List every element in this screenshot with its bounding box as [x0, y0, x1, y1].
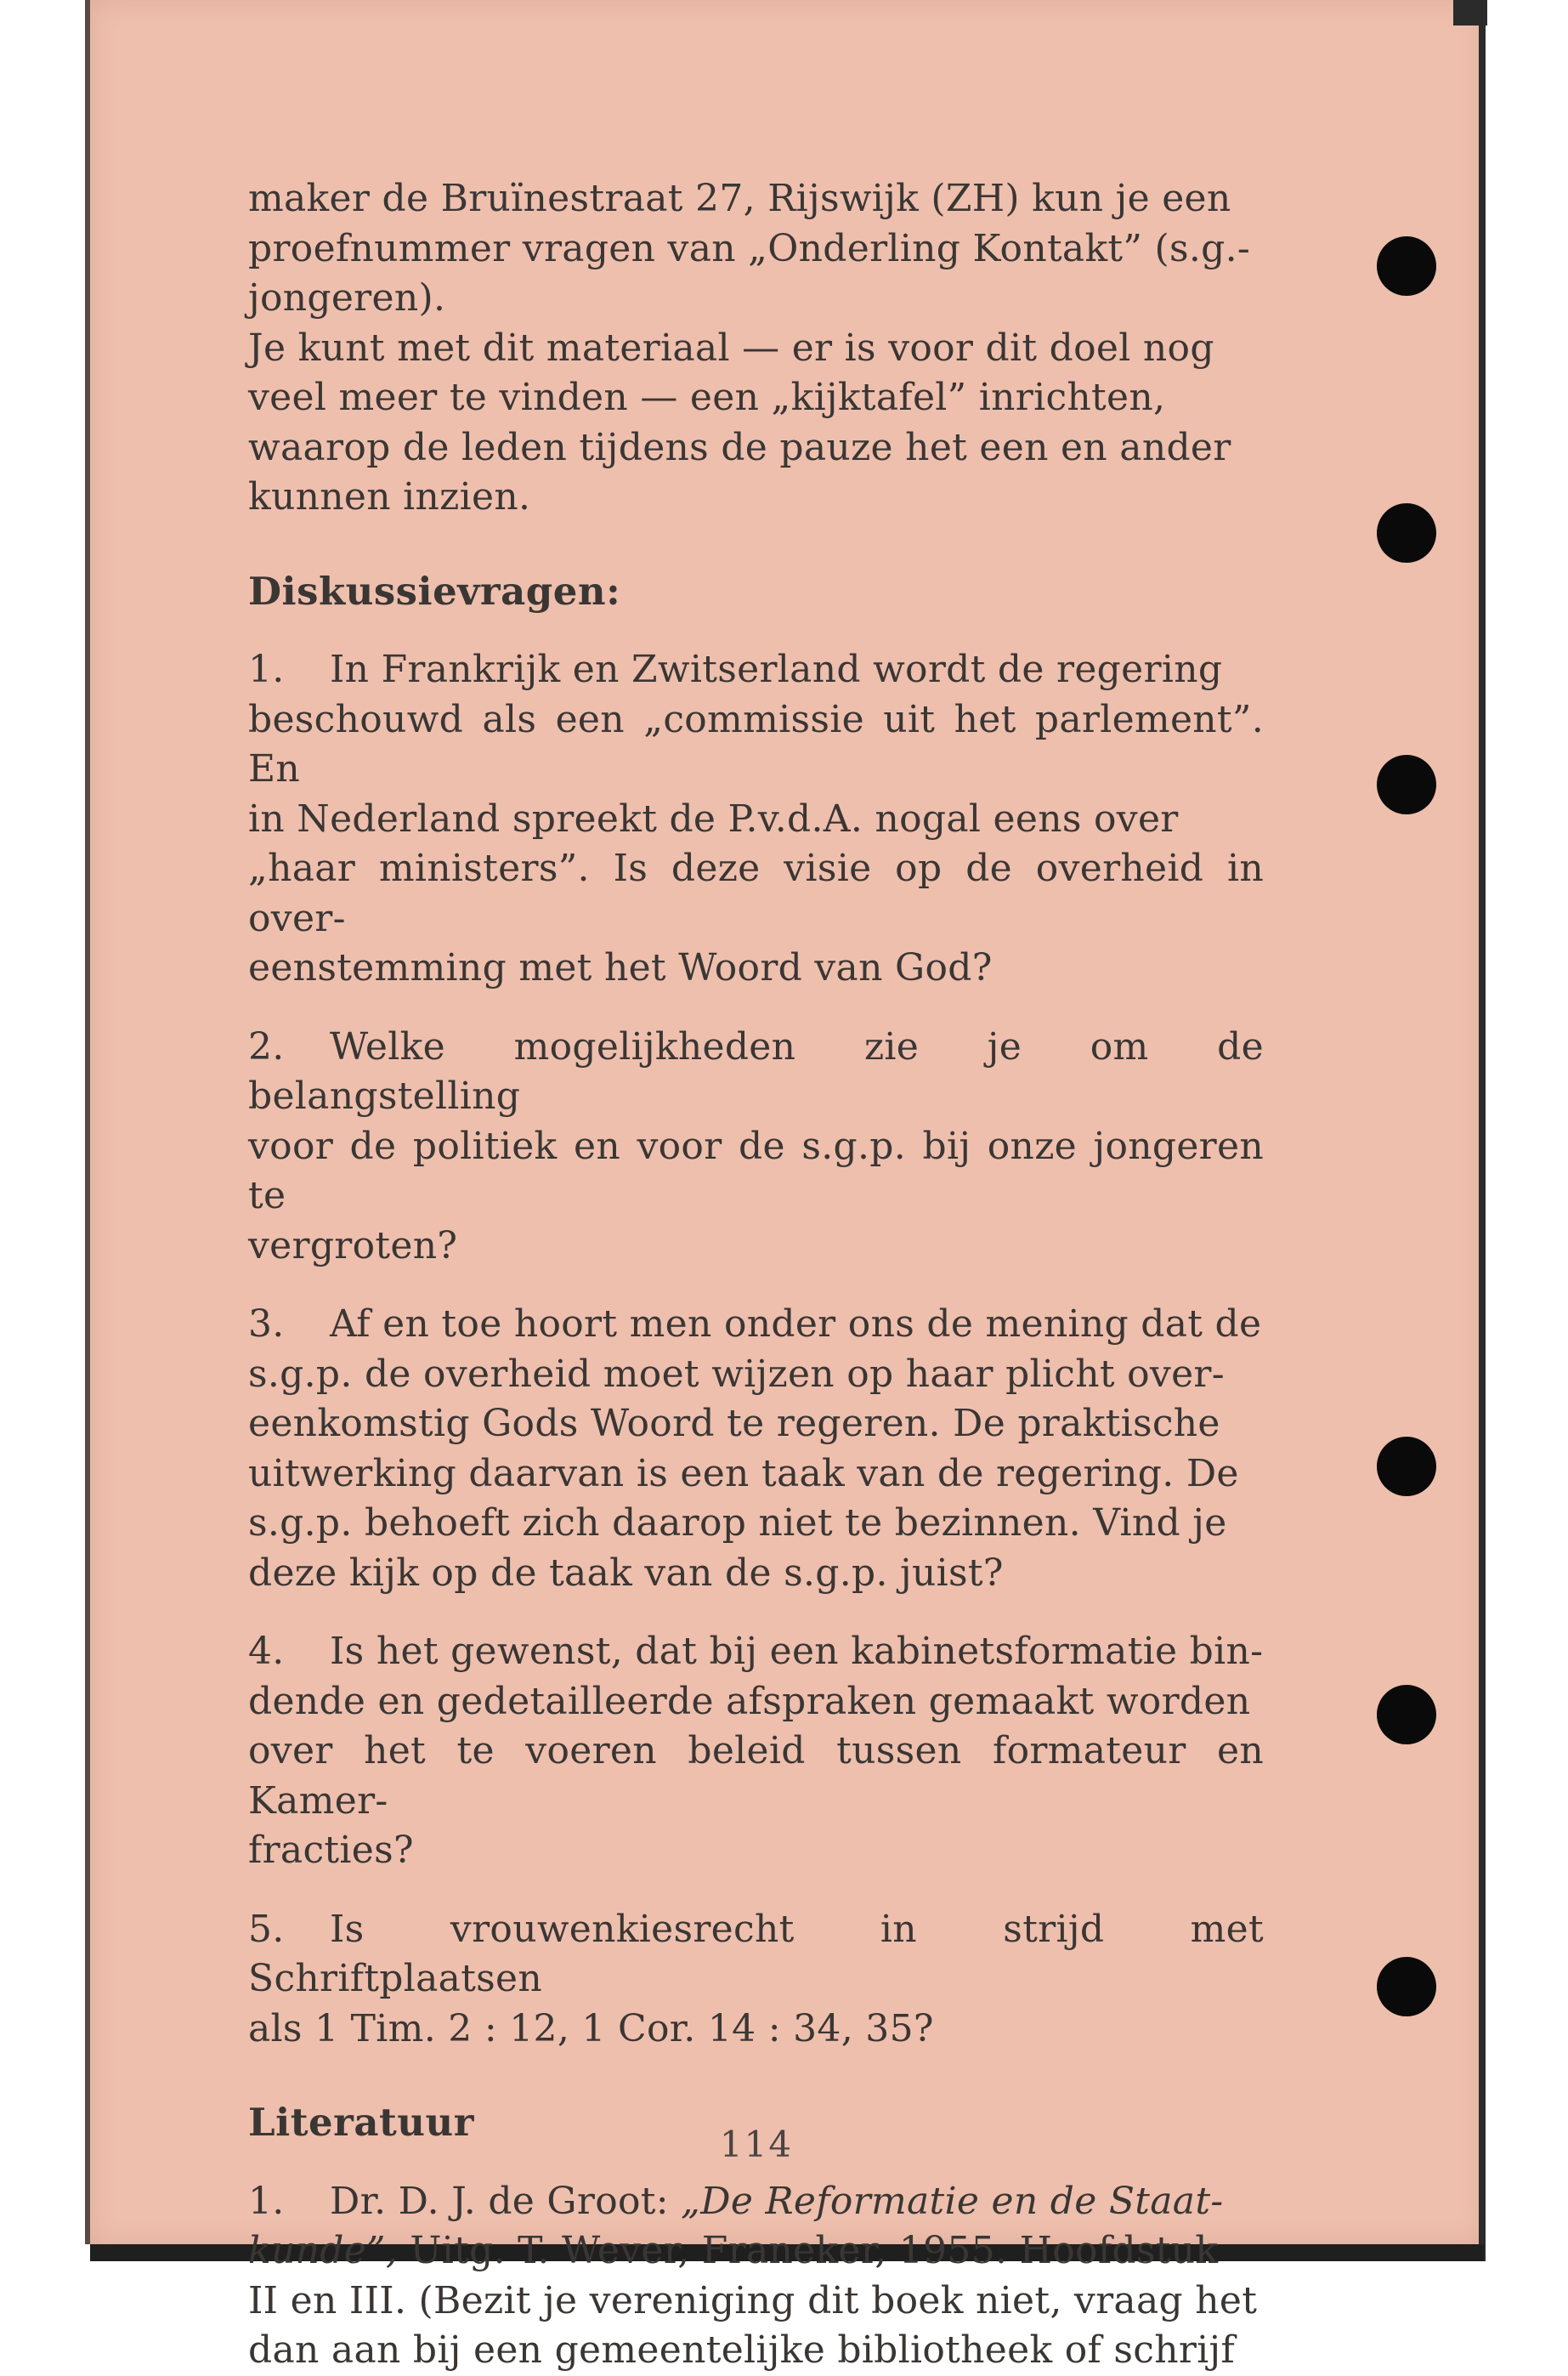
text-line: uitwerking daarvan is een taak van de regering. De: [248, 1451, 1239, 1495]
question-2: [248, 1023, 1264, 1272]
text-line: jongeren).: [248, 276, 446, 320]
literature-title: „De Reformatie en de Staat-: [681, 2179, 1224, 2223]
text-line: waarop de leden tijdens de pauze het een en ander: [248, 425, 1231, 469]
text-line: „haar ministers”. Is deze visie op de overheid in over-: [248, 847, 1264, 940]
text-line: Is het gewenst, dat bij een kabinetsformatie bin-: [330, 1630, 1264, 1673]
text-line: s.g.p. behoeft zich daarop niet te bezinnen. Vind je: [248, 1501, 1227, 1545]
question-number: 5.: [248, 1907, 285, 1951]
literature-number: 1.: [248, 2179, 285, 2223]
text-line: s.g.p. de overheid moet wijzen op haar plicht over-: [248, 1352, 1225, 1396]
question-number: 3.: [248, 1302, 285, 1346]
text-line: voor de politiek en voor de s.g.p. bij onze jongeren te: [248, 1124, 1264, 1217]
binder-hole-icon: [1377, 236, 1436, 296]
page-right-edge: [1479, 0, 1486, 2261]
text-line: fracties?: [248, 1829, 414, 1872]
text-line: eenkomstig Gods Woord te regeren. De praktische: [248, 1402, 1220, 1445]
page-body: [248, 174, 1264, 2376]
text-line: beschouwd als een „commissie uit het parlement”. En: [248, 697, 1264, 791]
question-4: [248, 1627, 1264, 1876]
text-line: Welke mogelijkheden zie je om de belangstelling: [248, 1024, 1264, 1118]
text-line: kunnen inzien.: [248, 475, 531, 519]
text-line: Is vrouwenkiesrecht in strijd met Schriftplaatsen: [248, 1907, 1264, 2000]
binder-hole-icon: [1377, 1957, 1436, 2016]
literature-title-continued: kunde”,: [248, 2229, 399, 2272]
text-line: Je kunt met dit materiaal — er is voor dit doel nog: [248, 326, 1214, 370]
text-line: vergroten?: [248, 1223, 458, 1267]
kijktafel-paragraph: [248, 324, 1264, 523]
binder-hole-icon: [1377, 1437, 1436, 1496]
binder-hole-icon: [1377, 755, 1436, 814]
discussion-heading: Diskussievragen:: [248, 568, 621, 614]
question-5: [248, 1905, 1264, 2055]
literature-author: Dr. D. J. de Groot:: [330, 2179, 682, 2223]
text-line: in Nederland spreekt de P.v.d.A. nogal eens over: [248, 797, 1179, 841]
text-line: II en III. (Bezit je vereniging dit boek niet, vraag het: [248, 2278, 1258, 2322]
text-line: Uitg. T. Wever, Franeker, 1955. Hoofdstuk: [398, 2229, 1219, 2272]
text-line: Af en toe hoort men onder ons de mening dat de: [330, 1302, 1262, 1346]
text-line: proefnummer vragen van „Onderling Kontakt” (s.g.-: [248, 226, 1251, 270]
question-number: 2.: [248, 1024, 285, 1069]
text-line: over het te voeren beleid tussen formateur en Kamer-: [248, 1729, 1264, 1823]
literature-heading: Literatuur: [248, 2100, 474, 2145]
literature-item-1: [248, 2177, 1264, 2376]
question-number: 4.: [248, 1630, 285, 1673]
text-line: als 1 Tim. 2 : 12, 1 Cor. 14 : 34, 35?: [248, 2006, 934, 2050]
text-line: eenstemming met het Woord van God?: [248, 946, 993, 990]
text-line: deze kijk op de taak van de s.g.p. juist?: [248, 1551, 1004, 1595]
binder-hole-icon: [1377, 503, 1436, 563]
text-line: maker de Bruïnestraat 27, Rijswijk (ZH) kun je een: [248, 177, 1231, 220]
page-number: 114: [719, 2124, 794, 2165]
text-line: dende en gedetailleerde afspraken gemaakt worden: [248, 1679, 1251, 1723]
text-line: veel meer te vinden — een „kijktafel” inrichten,: [248, 376, 1166, 419]
text-line: dan aan bij een gemeentelijke bibliotheek of schrijf: [248, 2328, 1236, 2372]
text-line: In Frankrijk en Zwitserland wordt de regering: [330, 648, 1223, 691]
binder-hole-icon: [1377, 1685, 1436, 1744]
intro-paragraph: [248, 174, 1264, 324]
question-1: [248, 645, 1264, 994]
question-3: [248, 1300, 1264, 1598]
question-number: 1.: [248, 648, 285, 691]
